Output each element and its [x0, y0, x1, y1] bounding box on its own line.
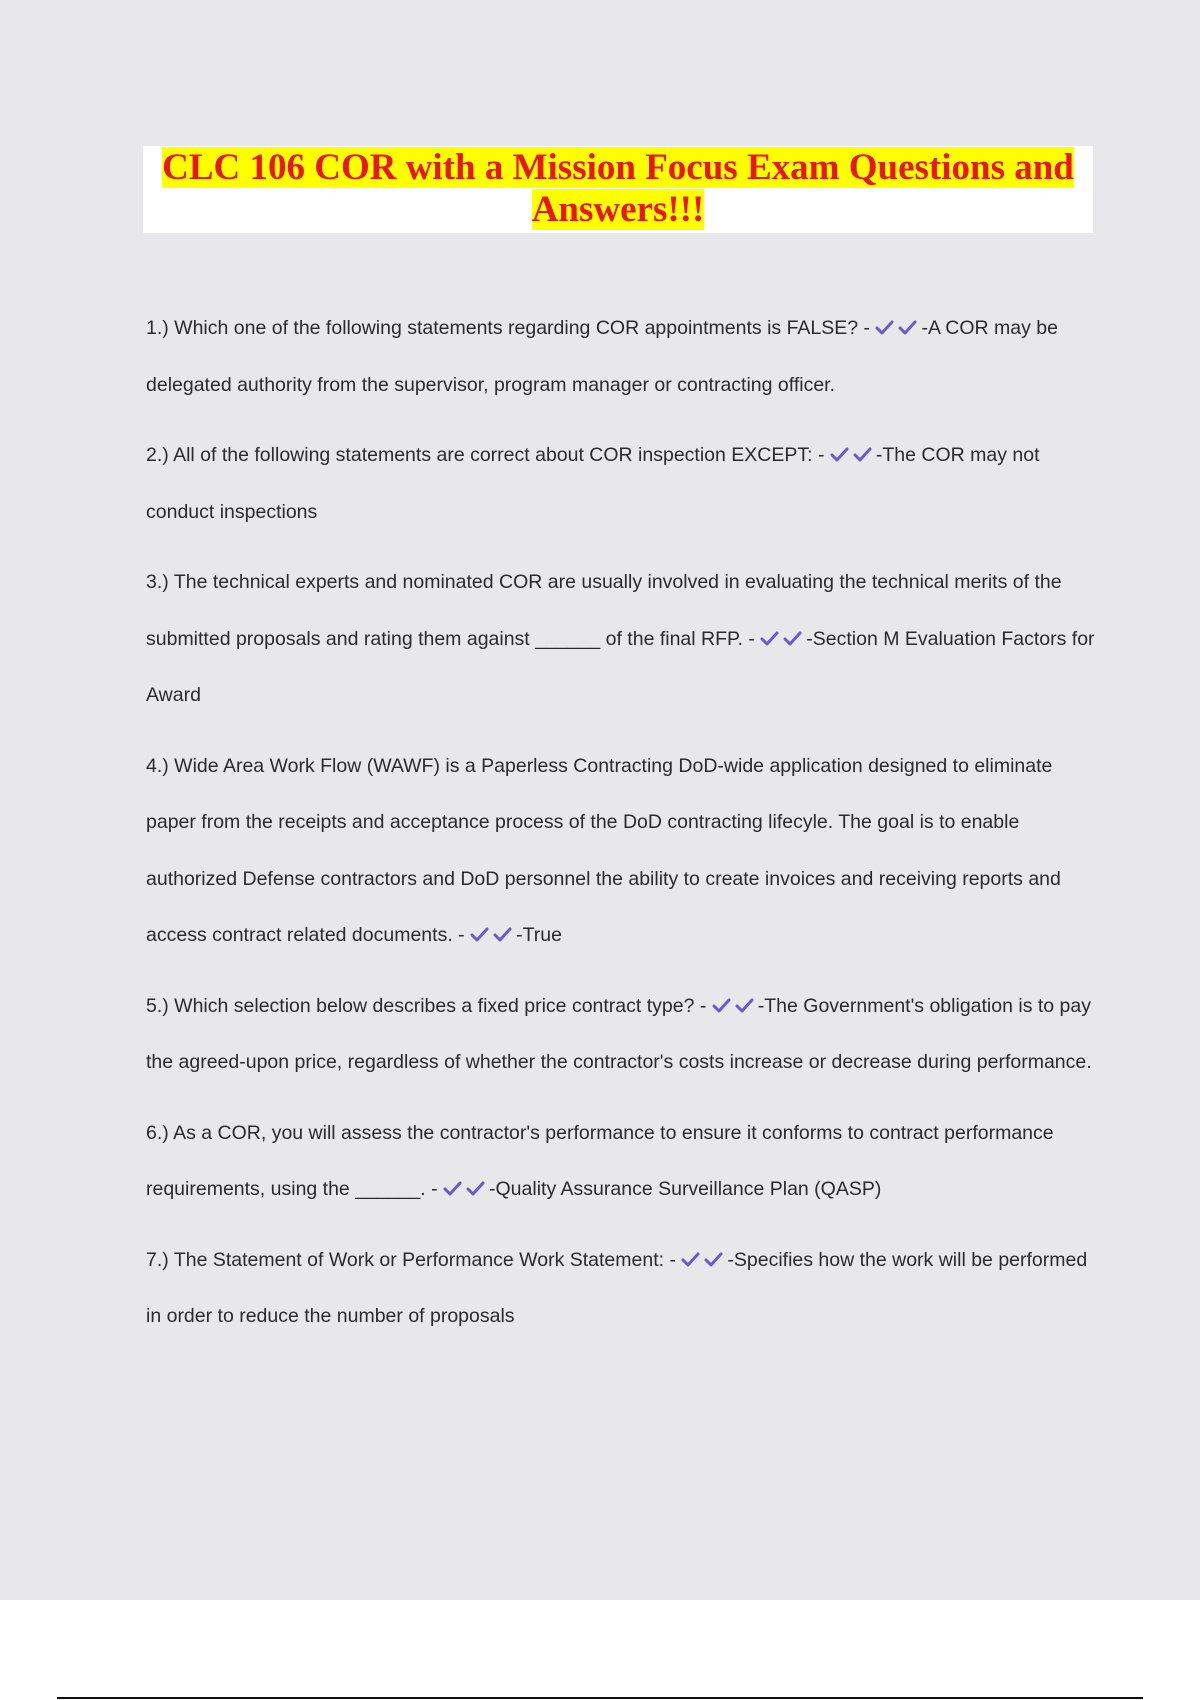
checkmark-icon [898, 320, 921, 336]
qa-item [146, 554, 1096, 724]
checkmark-icon [466, 1181, 489, 1197]
question-text: 5.) Which selection below describes a fixed price contract type? - [146, 994, 712, 1017]
checkmark-icon [470, 927, 493, 943]
checkmark-icon [493, 927, 516, 943]
question-text: 2.) All of the following statements are correct about COR inspection EXCEPT: - [146, 444, 830, 466]
question-text: 4.) Wide Area Work Flow (WAWF) is a Paperless Contracting DoD-wide application designed to eliminate paper from the receipts and acceptance process of the DoD contracting lifecyle. The goal is to enable authorized Defense contractors and DoD personnel the ability to create invoices and receiving reports and access contract related documents. - [146, 754, 1061, 946]
checkmark-icon [760, 631, 783, 647]
checkmark-icon [712, 998, 735, 1014]
checkmark-icon [704, 1252, 727, 1268]
qa-item [146, 1105, 1096, 1218]
answer-text: -Quality Assurance Surveillance Plan (QASP) [489, 1178, 882, 1200]
question-text: 3.) The technical experts and nominated COR are usually involved in evaluating the technical merits of the submitted proposals and rating them against ______ of the final RFP. - [146, 571, 1062, 650]
answer-text: -Specifies how the work will be performed in order to reduce the number of proposals [146, 1248, 1088, 1327]
qa-item [146, 738, 1096, 964]
qa-item [146, 300, 1096, 413]
document-title-box [143, 146, 1093, 233]
checkmark-icon [783, 631, 806, 647]
qa-item [146, 978, 1096, 1091]
question-text: 1.) Which one of the following statements regarding COR appointments is FALSE? - [146, 317, 876, 339]
answer-text: -A COR may be delegated authority from the supervisor, program manager or contracting officer. [146, 317, 1058, 396]
checkmark-icon [443, 1181, 466, 1197]
qa-list [146, 300, 1096, 1359]
checkmark-icon [830, 447, 853, 463]
checkmark-icon [735, 998, 758, 1014]
document-title: CLC 106 COR with a Mission Focus Exam Questions and Answers!!! [162, 147, 1074, 230]
answer-text: -Section M Evaluation Factors for Award [146, 627, 1095, 706]
qa-item [146, 427, 1096, 540]
qa-item [146, 1232, 1096, 1345]
question-text: 6.) As a COR, you will assess the contractor's performance to ensure it conforms to contract performance requirements, using the ______. - [146, 1121, 1054, 1200]
checkmark-icon [853, 447, 876, 463]
answer-text: -The Government's obligation is to pay the agreed-upon price, regardless of whether the contractor's costs increase or decrease during performance. [146, 994, 1092, 1073]
checkmark-icon [875, 320, 898, 336]
answer-text: -The COR may not conduct inspections [146, 444, 1040, 523]
answer-text: -True [516, 924, 562, 946]
footer-divider [57, 1697, 1143, 1699]
checkmark-icon [681, 1252, 704, 1268]
question-text: 7.) The Statement of Work or Performance Work Statement: - [146, 1248, 682, 1271]
